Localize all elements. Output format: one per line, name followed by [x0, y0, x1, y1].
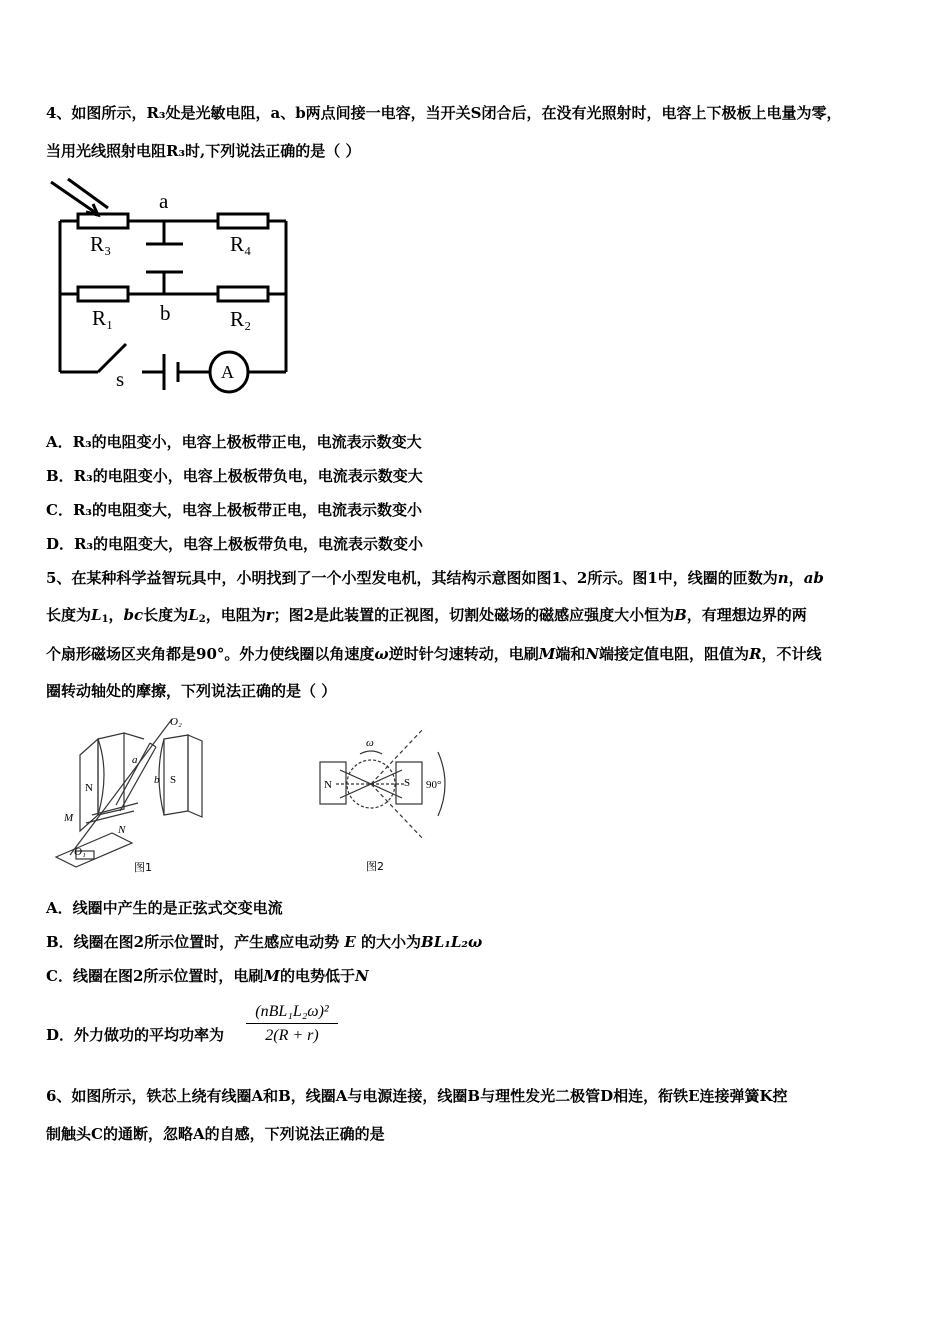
label-n-pole: N [324, 779, 332, 791]
q5-figure-2 [314, 722, 474, 878]
label-R3: R₃ [90, 232, 112, 256]
label-ammeter: A [221, 362, 234, 382]
q6-stem-line1: 6、如图所示，铁芯上绕有线圈A和B，线圈A与电源连接，线圈B与理性发光二极管D相连，衔铁E连接弹簧K控 [46, 1087, 788, 1105]
q5-stem-line4: 圈转动轴处的摩擦，下列说法正确的是（ ） [46, 682, 337, 700]
fraction-denominator: 2(R + r) [265, 1027, 319, 1044]
label-o2: O₂ [170, 716, 182, 728]
figure-1-caption: 图1 [134, 861, 152, 874]
label-n-brush: N [118, 824, 126, 836]
q4-stem-line1: 4、如图所示，R₃处是光敏电阻，a、b两点间接一电容，当开关S闭合后，在没有光照射时，电容上下极板上电量为零， [46, 104, 842, 122]
q5-option-a: A．线圈中产生的是正弦式交变电流 [46, 899, 283, 917]
q5-option-d: D．外力做功的平均功率为 [46, 1026, 225, 1044]
q4-circuit-diagram [46, 176, 296, 396]
label-o1: O₁ [74, 846, 86, 858]
q6-stem-line2: 制触头C的通断，忽略A的自感，下列说法正确的是 [46, 1125, 385, 1143]
q5-option-c: C．线圈在图2所示位置时，电刷M的电势低于N [46, 967, 369, 985]
q4-stem-line2: 当用光线照射电阻R₃时,下列说法正确的是（ ） [46, 142, 361, 160]
q5-stem-line1: 5、在某种科学益智玩具中，小明找到了一个小型发电机，其结构示意图如图1、2所示。图1中，线圈的匝数为n，ab [46, 569, 824, 587]
q4-option-c: C．R₃的电阻变大，电容上极板带正电，电流表示数变小 [46, 501, 422, 519]
label-90deg: 90° [426, 779, 442, 791]
label-n-pole: N [85, 782, 93, 794]
q4-option-b: B．R₃的电阻变小，电容上极板带负电，电流表示数变大 [46, 467, 423, 485]
label-R1: R₁ [92, 306, 114, 330]
label-omega: ω [366, 737, 374, 749]
q5-stem-line2: 长度为$L_1$，bc长度为$L_2$，电阻为r；图2是此装置的正视图，切割处磁场的磁感应强度大小恒为B，有理想边界的两 [46, 606, 807, 625]
q4-option-a: A．R₃的电阻变小，电容上极板带正电，电流表示数变大 [46, 433, 422, 451]
fraction-numerator: (nBL₁L₂ω)² [246, 1003, 338, 1024]
label-R4: R₄ [230, 232, 252, 256]
label-a: a [159, 189, 169, 213]
label-b: b [154, 774, 160, 786]
figure-2-caption: 图2 [366, 860, 384, 873]
label-s: s [116, 367, 125, 391]
label-R2: R₂ [230, 307, 252, 331]
label-b: b [160, 301, 171, 325]
q4-option-d: D．R₃的电阻变大，电容上极板带负电，电流表示数变小 [46, 535, 424, 553]
q5-figure-1 [52, 713, 222, 878]
label-a: a [132, 754, 138, 766]
label-m: M [64, 812, 74, 824]
label-s-pole: S [170, 774, 177, 786]
label-s-pole: S [404, 777, 411, 789]
q5-stem-line3: 个扇形磁场区夹角都是90°。外力使线圈以角速度ω逆时针匀速转动，电刷M端和N端接定值电阻，阻值为R，不计线 [46, 645, 822, 663]
q5-option-b: B．线圈在图2所示位置时，产生感应电动势 E 的大小为BL₁L₂ω [46, 933, 483, 951]
power-fraction [246, 1003, 338, 1045]
